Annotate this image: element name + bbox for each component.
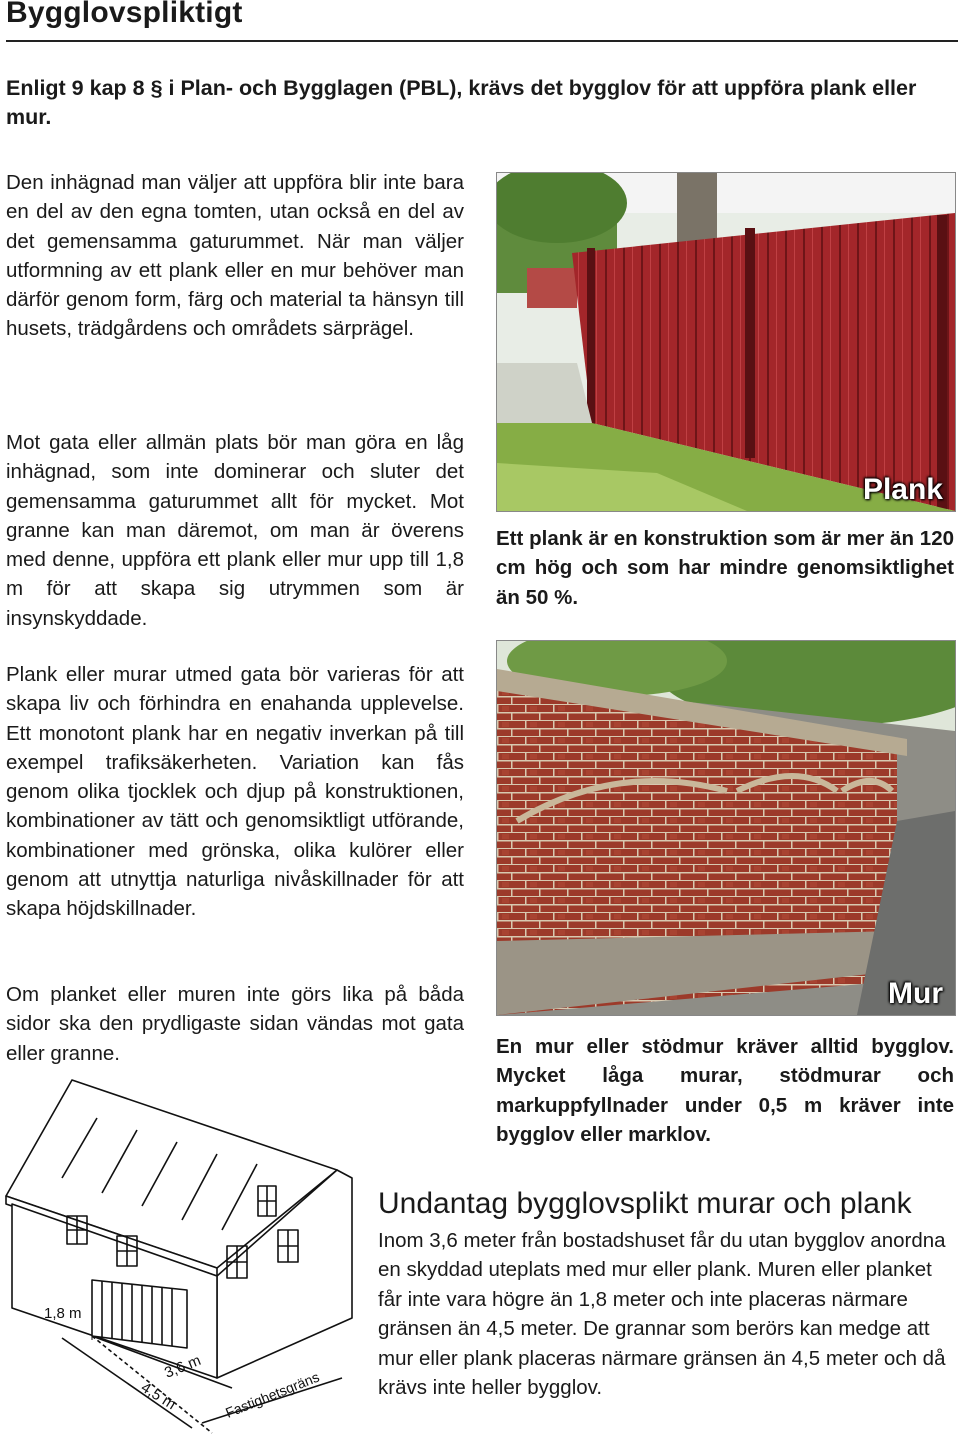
boundary-distance-dimension: 4,5 m — [137, 1378, 179, 1414]
paragraph-variation: Plank eller murar utmed gata bör varieras för att skapa liv och förhindra en enahanda upplevelse. Ett monotont plank har en negativ inverkan på till exempel trafiksäkerheten. Variation kan fås genom olika tjocklek och djup på konstruktionen, kombinationer av tätt och genomsiktligt utförande, kombinationer med grönska, olika kulörer eller genom att utnyttja naturliga nivåskillnader för att skapa höjdskillnader. — [6, 663, 464, 921]
paragraph-low-fence: Mot gata eller allmän plats bör man göra en låg inhägnad, som inte dominerar och sluter det gemensamma gaturummet allt för mycket. Mot granne kan man däremot, om man är överens med denne, uppföra ett plank eller mur upp till 1,8 m för att skapa sig utrymmen som är insynskyddade. — [6, 431, 464, 630]
mur-caption: En mur eller stödmur kräver alltid bygglov. Mycket låga murar, stödmurar och markuppfyllnader under 0,5 m kräver inte bygglov eller marklov. — [496, 1035, 954, 1146]
height-dimension: 1,8 m — [44, 1305, 82, 1322]
mur-photo-illustration — [497, 641, 955, 1015]
paragraph-nicest-side: Om planket eller muren inte görs lika på båda sidor ska den prydligaste sidan vändas mot gata eller granne. — [6, 983, 464, 1065]
plank-label: Plank — [862, 473, 943, 506]
exception-text: Inom 3,6 meter från bostadshuset får du utan bygglov anordna en skyddad uteplats med mur eller plank. Muren eller planket får inte vara högre än 1,8 meter och inte placeras närmare gränsen än 4,5 meter. De grannar som berörs kan medge att mur eller plank placeras närmare gränsen än 4,5 meter och då krävs inte heller bygglov. — [378, 1229, 946, 1400]
mur-label: Mur — [888, 977, 943, 1010]
property-boundary-label: Fastighetsgräns — [223, 1368, 322, 1421]
exception-heading: Undantag bygglovsplikt murar och plank — [378, 1187, 912, 1220]
plank-caption: Ett plank är en konstruktion som är mer än 120 cm hög och som har mindre genomsiktlighet än 50 %. — [496, 527, 954, 609]
plank-photo — [496, 172, 956, 512]
mur-photo — [496, 640, 956, 1016]
house-sketch — [2, 1078, 372, 1438]
intro-text: Enligt 9 kap 8 § i Plan- och Bygglagen (PBL), krävs det bygglov för att uppföra plank eller mur. — [6, 76, 917, 129]
paragraph-street-space: Den inhägnad man väljer att uppföra blir inte bara en del av den egna tomten, utan också en del av det gemensamma gaturummet. När man väljer utformning av ett plank eller en mur behöver man därför genom form, färg och material ta hänsyn till husets, trädgårdens och områdets särprägel. — [6, 171, 464, 341]
plank-photo-illustration — [497, 173, 955, 511]
title-divider — [6, 40, 958, 42]
house-distance-dimension: 3,6 m — [162, 1351, 204, 1382]
page-title: Bygglovspliktigt — [6, 0, 243, 29]
